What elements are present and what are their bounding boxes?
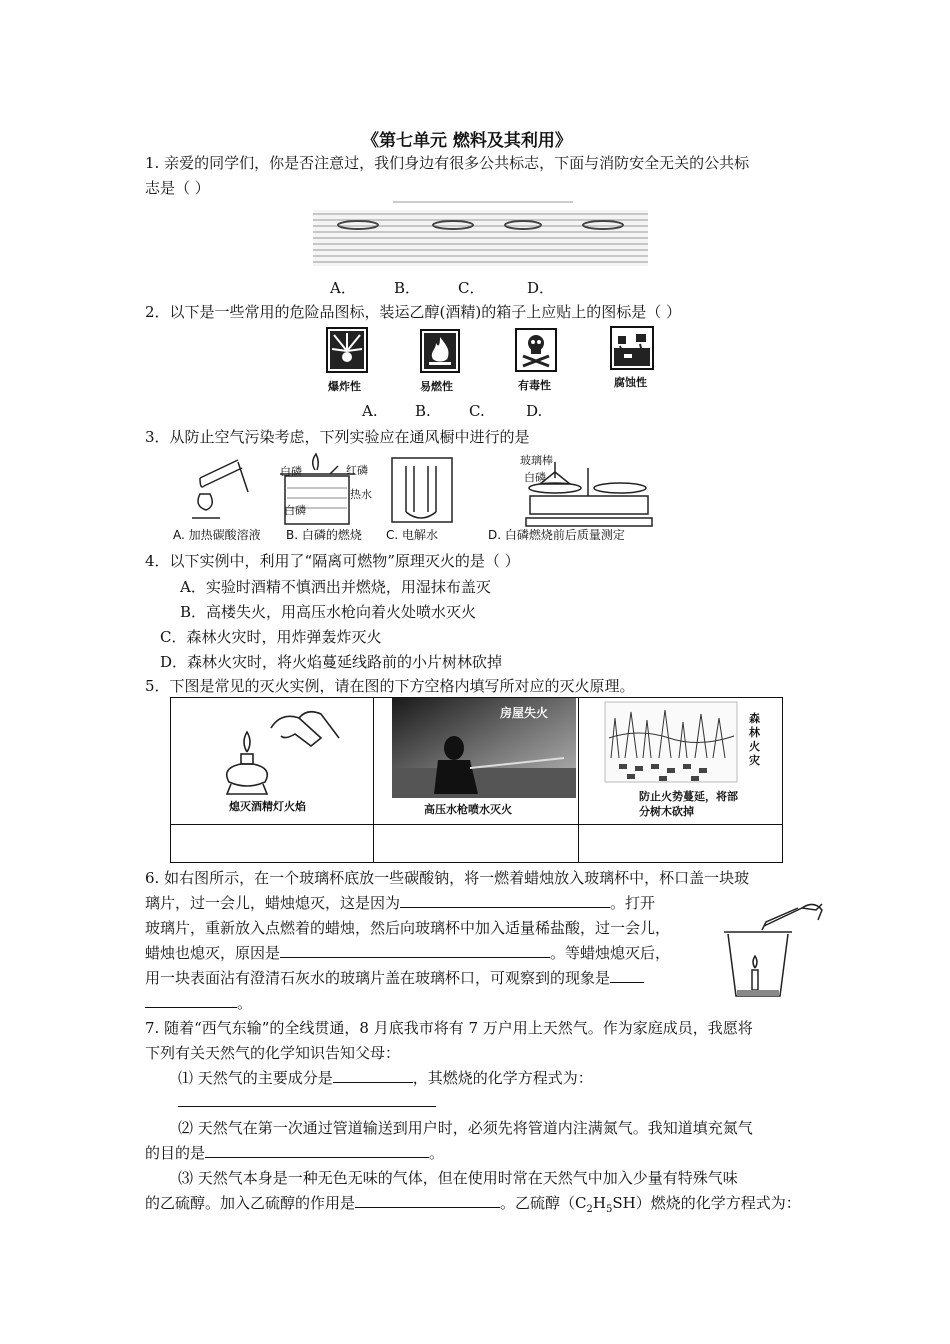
q5-forest-label-4: 灾	[749, 754, 760, 767]
q7-part1-text: ⑴ 天然气的主要成分是	[178, 1069, 333, 1087]
q3-label-red-p: 红磷	[346, 464, 368, 477]
q2-text: 2．以下是一些常用的危险品图标，装运乙醇(酒精)的箱子上应贴上的图标是（ ）	[145, 303, 682, 321]
q6-line2	[145, 892, 655, 913]
q7-part3-formula-1: 。乙硫醇（C	[500, 1194, 587, 1212]
q6-line4-text: 蜡烛也熄灭，原因是	[145, 944, 281, 962]
q6-line2-end: 。打开	[610, 894, 656, 912]
q4-option-c: C．森林火灾时，用炸弹轰炸灭火	[160, 628, 382, 646]
q7-part2-line2	[145, 1142, 444, 1163]
q7-part2-end: 。	[429, 1144, 445, 1162]
toxic-icon	[515, 328, 557, 372]
q5-caption-firehose: 高压水枪喷水灭火	[424, 803, 512, 816]
q7-blank-equation-1[interactable]	[178, 1092, 436, 1107]
q5-photo-label: 房屋失火	[500, 706, 549, 720]
q6-line2-text: 璃片，过一会儿，蜡烛熄灭，这是因为	[145, 894, 401, 912]
flammable-icon	[420, 329, 460, 373]
q2-option-a: A.	[362, 402, 378, 420]
q5-cell-forest	[579, 698, 783, 825]
explosive-icon	[326, 327, 368, 373]
q1-option-c: C．	[458, 279, 485, 297]
q2-option-d: D.	[526, 402, 543, 420]
q2-option-c: C.	[469, 402, 485, 420]
q4-option-b: B．高楼失火，用高压水枪向着火处喷水灭火	[180, 603, 477, 621]
q6-blank-1[interactable]	[400, 893, 610, 908]
q6-blank-3a[interactable]	[610, 968, 644, 983]
q4-option-a: A．实验时酒精不慎洒出并燃烧，用湿抹布盖灭	[180, 578, 491, 596]
q4-text: 4．以下实例中，利用了“隔离可燃物”原理灭火的是（ ）	[145, 552, 520, 570]
q1-line1: 1. 亲爱的同学们，你是否注意过，我们身边有很多公共标志，下面与消防安全无关的公共标	[145, 154, 750, 172]
q5-cell-lamp	[171, 698, 374, 825]
q7-line1: 7. 随着“西气东输”的全线贯通，8 月底我市将有 7 万户用上天然气。作为家庭成员，我愿将	[145, 1019, 753, 1037]
q7-part3: ⑶ 天然气本身是一种无色无味的气体，但在使用时常在天然气中加入少量有特殊气味	[178, 1169, 738, 1187]
q7-part1-equation	[178, 1092, 436, 1111]
q7-part3-formula-3: SH）燃烧的化学方程式为：	[612, 1194, 801, 1212]
q6-line3: 玻璃片，重新放入点燃着的蜡烛，然后向玻璃杯中加入适量稀盐酸，过一会儿，	[145, 919, 671, 937]
q5-forest-label-3: 火	[749, 740, 760, 753]
q3-label-white-p-top: 白磷	[280, 465, 302, 478]
q7-part2: ⑵ 天然气在第一次通过管道输送到用户时，必须先将管道内注满氮气。我知道填充氮气	[178, 1119, 753, 1137]
q1-line2: 志是（ ）	[145, 179, 210, 197]
q5-answer-lamp[interactable]	[171, 825, 374, 863]
q3-caption-d: D. 白磷燃烧前后质量测定	[488, 528, 625, 542]
q3-label-glass-rod: 玻璃棒	[520, 454, 553, 467]
q5-caption-lamp: 熄灭酒精灯火焰	[229, 800, 306, 813]
q3-label-white-p-d: 白磷	[524, 471, 546, 484]
q6-line5-text: 用一块表面沾有澄清石灰水的玻璃片盖在玻璃杯口，可观察到的现象是	[145, 969, 611, 987]
q5-caption-forest-2: 分树木砍掉	[639, 805, 694, 818]
q6-glass-candle-figure	[718, 900, 828, 1000]
q6-line5	[145, 967, 644, 988]
q3-text: 3．从防止空气污染考虑，下列实验应在通风橱中进行的是	[145, 428, 530, 446]
q5-answer-forest[interactable]	[579, 825, 783, 863]
q5-text: 5．下图是常见的灭火实例，请在图的下方空格内填写所对应的灭火原理。	[145, 677, 635, 695]
q7-part3-line2	[145, 1192, 801, 1215]
q6-line6	[145, 992, 252, 1013]
q7-sub-2: 2	[586, 1204, 593, 1215]
q5-answer-firehose[interactable]	[374, 825, 579, 863]
q5-cell-firehose	[374, 698, 579, 825]
q5-forest-label-2: 林	[749, 726, 760, 739]
q1-option-b: B．	[394, 279, 421, 297]
q2-icon-label-flammable: 易燃性	[420, 380, 453, 393]
q3-label-hot-water: 热水	[350, 488, 372, 501]
q3-caption-b: B. 白磷的燃烧	[286, 528, 362, 542]
q6-blank-2[interactable]	[280, 943, 550, 958]
page-title: 《第七单元 燃料及其利用》	[362, 131, 572, 151]
q1-option-d: D．	[527, 279, 555, 297]
q7-blank-main-component[interactable]	[333, 1068, 413, 1083]
q2-option-b: B.	[415, 402, 431, 420]
q1-option-a: A．	[330, 279, 356, 297]
q7-blank-ethanethiol-role[interactable]	[355, 1193, 500, 1208]
q7-line2: 下列有关天然气的化学知识告知父母：	[145, 1044, 401, 1062]
q7-blank-nitrogen-purpose[interactable]	[205, 1143, 429, 1158]
q7-part1-end: ，其燃烧的化学方程式为：	[412, 1069, 593, 1087]
q7-part3-formula-2: H	[592, 1194, 606, 1212]
q2-icon-label-toxic: 有毒性	[518, 379, 551, 392]
corrosive-icon	[610, 326, 654, 370]
q7-part3-text: 的乙硫醇。加入乙硫醇的作用是	[145, 1194, 356, 1212]
q3-caption-c: C. 电解水	[386, 528, 439, 542]
q3-label-white-p-bottom: 白磷	[284, 504, 306, 517]
q6-blank-3b[interactable]	[145, 993, 237, 1008]
q6-line4-end: 。等蜡烛熄灭后，	[550, 944, 671, 962]
q7-sub-5: 5	[605, 1204, 613, 1215]
q7-part1	[178, 1067, 593, 1088]
q3-caption-a: A. 加热碳酸溶液	[173, 528, 261, 542]
q7-part2-text: 的目的是	[145, 1144, 206, 1162]
q5-forest-label-1: 森	[749, 712, 760, 725]
q2-icon-label-explosive: 爆炸性	[328, 380, 361, 393]
q4-option-d: D．森林火灾时，将火焰蔓延线路前的小片树林砍掉	[160, 653, 503, 671]
q1-signs-image	[313, 196, 648, 266]
q5-caption-forest-1: 防止火势蔓延，将部	[639, 790, 738, 803]
q6-line1: 6. 如右图所示，在一个玻璃杯底放一些碳酸钠，将一燃着蜡烛放入玻璃杯中，杯口盖一块玻	[145, 869, 750, 887]
q5-table	[170, 697, 783, 863]
q6-line6-end: 。	[237, 994, 253, 1012]
q6-line4	[145, 942, 670, 963]
q2-icon-label-corrosive: 腐蚀性	[614, 376, 647, 389]
